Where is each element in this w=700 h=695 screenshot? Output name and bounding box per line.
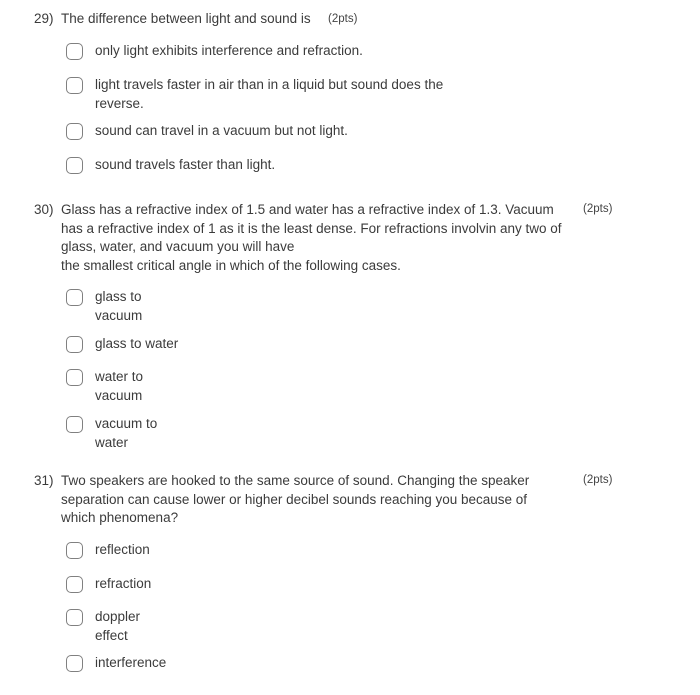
question-text: The difference between light and sound is <box>61 11 311 26</box>
checkbox[interactable] <box>66 542 83 559</box>
option-label: glass to vacuum <box>95 289 143 323</box>
question-text: Two speakers are hooked to the same source of sound. Changing the speaker separation can cause lower or higher decibel sounds reaching you because of which phenomena? <box>61 473 530 525</box>
question-number: 30) <box>34 202 54 217</box>
option-label: sound can travel in a vacuum but not light. <box>95 123 348 138</box>
question-text: Glass has a refractive index of 1.5 and water has a refractive index of 1.3. Vacuum has a refractive index of 1 as it is the least dense. For refractions involvin any two of glass, water, and vacuum you will have the smallest critical angle in which of the following cases. <box>61 202 562 273</box>
checkbox[interactable] <box>66 77 83 94</box>
option-label: doppler effect <box>95 609 141 643</box>
question-number: 31) <box>34 473 54 488</box>
option-label: light travels faster in air than in a liquid but sound does the reverse. <box>95 77 444 111</box>
question-number: 29) <box>34 11 54 26</box>
question-points: (2pts) <box>583 474 613 486</box>
option-label: sound travels faster than light. <box>95 157 276 172</box>
option-label: vacuum to water <box>95 416 158 450</box>
checkbox[interactable] <box>66 576 83 593</box>
checkbox[interactable] <box>66 157 83 174</box>
option-label: water to vacuum <box>95 369 144 403</box>
option-label: glass to water <box>95 336 179 351</box>
question-points: (2pts) <box>583 203 613 215</box>
checkbox[interactable] <box>66 43 83 60</box>
checkbox[interactable] <box>66 655 83 672</box>
checkbox[interactable] <box>66 416 83 433</box>
option-label: refraction <box>95 576 152 591</box>
option-label: reflection <box>95 542 150 557</box>
question-points: (2pts) <box>328 13 358 25</box>
option-label: interference <box>95 655 167 670</box>
checkbox[interactable] <box>66 289 83 306</box>
checkbox[interactable] <box>66 609 83 626</box>
checkbox[interactable] <box>66 336 83 353</box>
checkbox[interactable] <box>66 123 83 140</box>
checkbox[interactable] <box>66 369 83 386</box>
option-label: only light exhibits interference and refraction. <box>95 43 363 58</box>
